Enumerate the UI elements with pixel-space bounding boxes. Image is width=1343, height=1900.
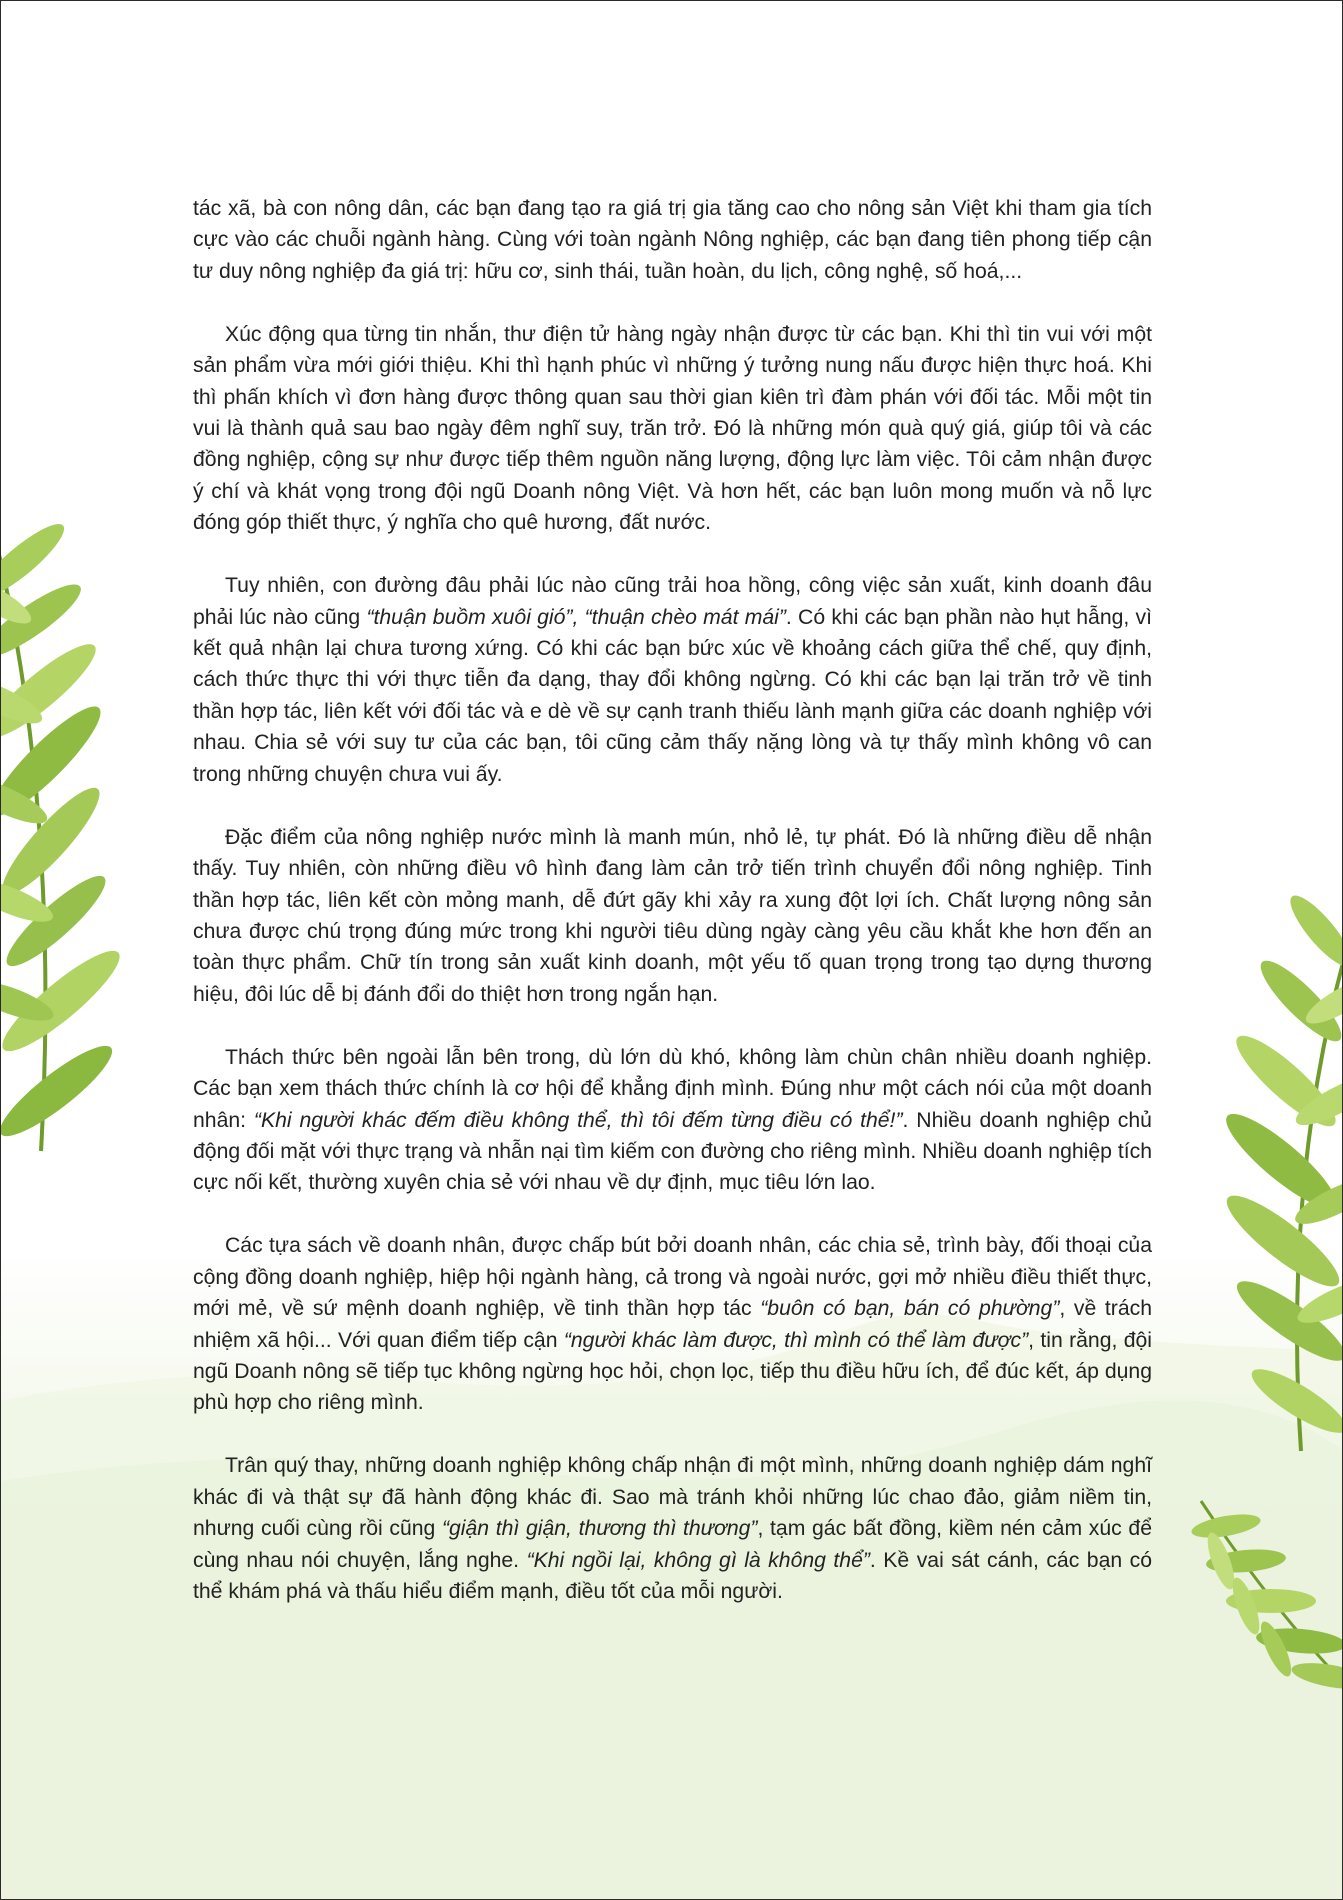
paragraph: [193, 570, 1152, 790]
article-body: [193, 193, 1152, 1639]
fern-left-icon: [1, 515, 130, 1151]
paragraph-text: , tin rằng, đội ngũ Doanh nông sẽ tiếp tục không ngừng học hỏi, chọn lọc, tiếp thu điều hữu ích, để đúc kết, áp dụng phù hợp cho riêng mình.: [193, 1328, 1152, 1415]
paragraph-text: Đặc điểm của nông nghiệp nước mình là manh mún, nhỏ lẻ, tự phát. Đó là những điều dễ nhận thấy. Tuy nhiên, còn những điều vô hình đang làm cản trở tiến trình chuyển đổi nông nghiệp. Tinh thần hợp tác, liên kết còn mỏng manh, dễ đứt gãy khi xảy ra xung đột lợi ích. Chất lượng nông sản chưa được chú trọng đúng mức trong khi người tiêu dùng ngày càng yêu cầu khắt khe hơn đến an toàn thực phẩm. Chữ tín trong sản xuất kinh doanh, một yếu tố quan trọng trong tạo dựng thương hiệu, đôi lúc dễ bị đánh đổi do thiệt hơn trong ngắn hạn.: [193, 825, 1152, 1006]
paragraph-text: , tạm gác bất đồng, kiềm nén cảm xúc để cùng nhau nói chuyện, lắng nghe.: [193, 1517, 1152, 1572]
quote-text: “người khác làm được, thì mình có thể làm được”: [563, 1328, 1029, 1352]
paragraph-text: Xúc động qua từng tin nhắn, thư điện tử hàng ngày nhận được từ các bạn. Khi thì tin vui với một sản phẩm vừa mới giới thiệu. Khi thì hạnh phúc vì những ý tưởng nung nấu được hiện thực hoá. Khi thì phấn khích vì đơn hàng được thông quan sau thời gian kiên trì đàm phán với đối tác. Mỗi một tin vui là thành quả sau bao ngày đêm nghĩ suy, trăn trở. Đó là những món quà quý giá, giúp tôi và các đồng nghiệp, cộng sự như được tiếp thêm nguồn năng lượng, động lực làm việc. Tôi cảm nhận được ý chí và khát vọng trong đội ngũ Doanh nông Việt. Và hơn hết, các bạn luôn mong muốn và nỗ lực đóng góp thiết thực, ý nghĩa cho quê hương, đất nước.: [193, 322, 1152, 535]
paragraph-text: Tuy nhiên, con đường đâu phải lúc nào cũng trải hoa hồng, công việc sản xuất, kinh doanh đâu phải lúc nào cũng: [193, 574, 1152, 629]
paragraph-text: , về trách nhiệm xã hội... Với quan điểm tiếp cận: [193, 1297, 1153, 1352]
paragraph: [193, 1042, 1152, 1199]
paragraph-text: Trân quý thay, những doanh nghiệp không chấp nhận đi một mình, những doanh nghiệp dám nghĩ khác đi và thật sự đã hành động khác đi. Sao mà tránh khỏi những lúc chao đảo, giảm niềm tin, nhưng cuối cùng rồi cũng: [193, 1454, 1152, 1541]
paragraph-text: Các tựa sách về doanh nhân, được chấp bút bởi doanh nhân, các chia sẻ, trình bày, đối thoại của cộng đồng doanh nghiệp, hiệp hội ngành hàng, cả trong và ngoài nước, gợi mở nhiều điều thiết thực, mới mẻ, về sứ mệnh doanh nghiệp, về tinh thần hợp tác: [193, 1234, 1152, 1321]
paragraph-text: . Có khi các bạn phần nào hụt hẫng, vì kết quả nhận lại chưa tương xứng. Có khi các bạn bức xúc về khoảng cách giữa thể chế, quy định, cách thức thực thi với thực tiễn đa dạng, thay đổi không ngừng. Có khi các bạn lại trăn trở về tinh thần hợp tác, liên kết với đối tác và e dè về sự cạnh tranh thiếu lành mạnh giữa các doanh nghiệp với nhau. Chia sẻ với suy tư của các bạn, tôi cũng cảm thấy nặng lòng và tự thấy mình không vô can trong những chuyện chưa vui ấy.: [193, 605, 1153, 786]
paragraph: [193, 822, 1152, 1010]
quote-text: “buôn có bạn, bán có phường”: [760, 1297, 1060, 1321]
paragraph-text: tác xã, bà con nông dân, các bạn đang tạo ra giá trị gia tăng cao cho nông sản Việt khi tham gia tích cực vào các chuỗi ngành hàng. Cùng với toàn ngành Nông nghiệp, các bạn đang tiên phong tiếp cận tư duy nông nghiệp đa giá trị: hữu cơ, sinh thái, tuần hoàn, du lịch, công nghệ, số hoá,...: [193, 197, 1152, 283]
paragraph: [193, 1230, 1152, 1418]
quote-text: “Khi người khác đếm điều không thể, thì tôi đếm từng điều có thể!”: [253, 1108, 903, 1132]
paragraph-text: Thách thức bên ngoài lẫn bên trong, dù lớn dù khó, không làm chùn chân nhiều doanh nghiệp. Các bạn xem thách thức chính là cơ hội để khẳng định mình. Đúng như một cách nói của một doanh nhân:: [193, 1045, 1152, 1132]
paragraph-text: . Kề vai sát cánh, các bạn có thể khám phá và thấu hiểu điểm mạnh, điều tốt của mỗi người.: [193, 1548, 1153, 1603]
quote-text: “thuận buồm xuôi gió”, “thuận chèo mát mái”: [366, 605, 786, 629]
paragraph-text: . Nhiều doanh nghiệp chủ động đối mặt với thực trạng và nhẫn nại tìm kiếm con đường cho riêng mình. Nhiều doanh nghiệp tích cực nối kết, thường xuyên chia sẻ với nhau về dự định, mục tiêu lớn lao.: [193, 1108, 1152, 1195]
paragraph: [193, 319, 1152, 539]
quote-text: “Khi ngồi lại, không gì là không thể”: [526, 1548, 870, 1572]
paragraph: [193, 193, 1152, 287]
quote-text: “giận thì giận, thương thì thương”: [441, 1517, 758, 1541]
paragraph: [193, 1450, 1152, 1607]
